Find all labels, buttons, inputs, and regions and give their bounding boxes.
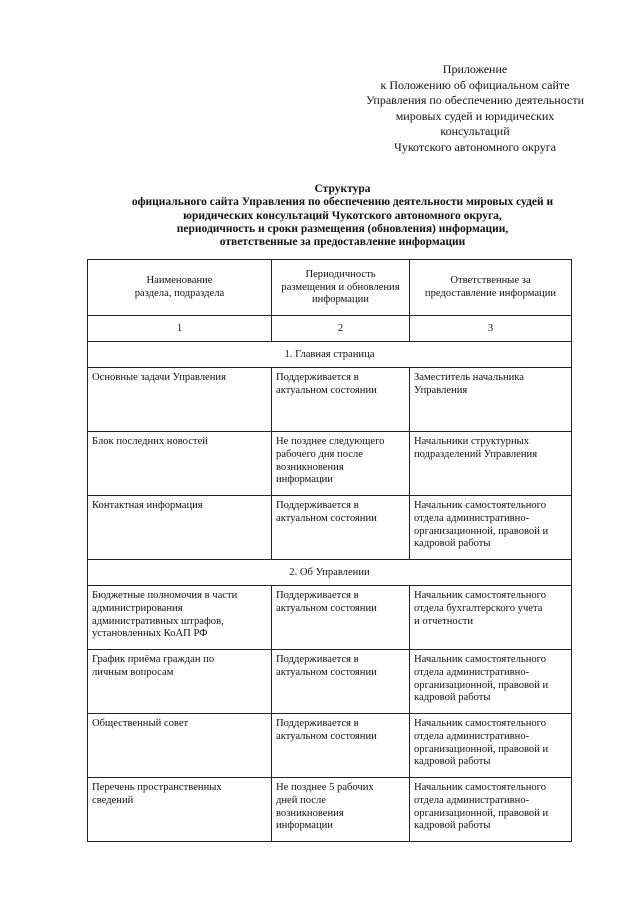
table-row: [88, 714, 572, 778]
cell-line: Перечень пространственных: [92, 782, 222, 793]
appendix-line: Управления по обеспечению деятельности: [365, 93, 584, 107]
table-row: [88, 432, 572, 496]
cell-line: информации: [276, 474, 333, 486]
section-row: [88, 342, 572, 368]
cell-line: кадровой работы: [414, 820, 491, 832]
cell-line: Бюджетные полномочия в части: [92, 590, 238, 601]
cell-name: [88, 368, 272, 432]
cell-line: сведений: [92, 794, 134, 806]
appendix-line: мировых судей и юридических: [395, 108, 555, 123]
column-number: 1: [88, 316, 272, 342]
table-row: [88, 778, 572, 842]
cell-period: [272, 778, 410, 842]
document-title: [70, 183, 615, 249]
header-line: Ответственные за: [450, 275, 531, 287]
cell-line: возникновения: [276, 807, 344, 819]
cell-period: [272, 368, 410, 432]
cell-period: [272, 586, 410, 650]
cell-name: [88, 432, 272, 496]
cell-line: Поддерживается в: [276, 590, 359, 601]
header-line: раздела, подраздела: [134, 288, 225, 299]
cell-responsible: [410, 432, 572, 496]
appendix-line: к Положению об официальном сайте: [380, 77, 570, 92]
cell-line: подразделений Управления: [414, 448, 538, 460]
cell-line: и отчетности: [414, 615, 473, 627]
cell-line: организационной, правовой и: [414, 525, 549, 537]
section-row: [88, 560, 572, 586]
title-line: ответственные за предоставление информации: [219, 236, 466, 249]
cell-period: [272, 714, 410, 778]
cell-responsible: [410, 714, 572, 778]
section-title: 2. Об Управлении: [88, 560, 572, 586]
cell-line: актуальном состоянии: [276, 512, 377, 524]
appendix-block: [340, 62, 610, 155]
column-number: 2: [272, 316, 410, 342]
column-number-row: [88, 316, 572, 342]
cell-line: актуальном состоянии: [276, 666, 377, 678]
cell-line: Начальник самостоятельного: [414, 500, 547, 511]
header-line: Наименование: [146, 275, 213, 287]
cell-line: отдела административно-: [414, 794, 530, 806]
cell-period: [272, 650, 410, 714]
structure-table: [87, 259, 572, 842]
cell-line: актуальном состоянии: [276, 384, 377, 396]
cell-line: Поддерживается в: [276, 654, 359, 665]
cell-responsible: [410, 496, 572, 560]
appendix-line: Чукотского автономного округа: [394, 139, 556, 154]
cell-line: Поддерживается в: [276, 372, 359, 383]
cell-line: График приёма граждан по: [92, 654, 215, 665]
title-line: юридических консультаций Чукотского автономного округа,: [183, 209, 502, 222]
cell-name: [88, 778, 272, 842]
cell-line: Начальники структурных: [414, 436, 530, 447]
cell-line: Контактная информация: [92, 500, 203, 511]
cell-line: отдела бухгалтерского учета: [414, 602, 543, 614]
table-row: [88, 368, 572, 432]
cell-line: Поддерживается в: [276, 500, 359, 511]
cell-responsible: [410, 368, 572, 432]
cell-line: административных штрафов,: [92, 615, 224, 627]
cell-line: организационной, правовой и: [414, 679, 549, 691]
cell-line: Блок последних новостей: [92, 436, 208, 447]
header-responsible: [410, 260, 572, 316]
title-line: официального сайта Управления по обеспечению деятельности мировых судей и: [131, 196, 554, 209]
cell-line: установленных КоАП РФ: [92, 628, 208, 640]
cell-line: Поддерживается в: [276, 718, 359, 729]
section-title: 1. Главная страница: [88, 342, 572, 368]
cell-line: организационной, правовой и: [414, 743, 549, 755]
cell-responsible: [410, 586, 572, 650]
title-line: периодичность и сроки размещения (обновления) информации,: [176, 222, 509, 235]
cell-line: информации: [276, 820, 333, 832]
cell-period: [272, 496, 410, 560]
cell-line: Заместитель начальника: [414, 372, 524, 383]
cell-line: актуальном состоянии: [276, 602, 377, 614]
cell-line: Основные задачи Управления: [92, 372, 226, 383]
cell-responsible: [410, 650, 572, 714]
cell-line: Не позднее следующего: [276, 436, 385, 447]
cell-line: Управления: [414, 384, 468, 396]
table-header-row: [88, 260, 572, 316]
title-line: Структура: [314, 183, 371, 195]
cell-line: кадровой работы: [414, 692, 491, 704]
cell-line: Начальник самостоятельного: [414, 718, 547, 729]
table-row: [88, 496, 572, 560]
appendix-line: Приложение: [442, 62, 508, 76]
cell-line: администрирования: [92, 602, 183, 614]
header-period: [272, 260, 410, 316]
cell-period: [272, 432, 410, 496]
cell-line: организационной, правовой и: [414, 807, 549, 819]
cell-name: [88, 650, 272, 714]
cell-line: отдела административно-: [414, 512, 530, 524]
cell-line: возникновения: [276, 461, 344, 473]
column-number: 3: [410, 316, 572, 342]
cell-line: Не позднее 5 рабочих: [276, 782, 374, 793]
cell-line: Начальник самостоятельного: [414, 590, 547, 601]
table-row: [88, 650, 572, 714]
cell-line: рабочего дня после: [276, 448, 363, 460]
cell-line: отдела административно-: [414, 730, 530, 742]
cell-name: [88, 496, 272, 560]
cell-name: [88, 586, 272, 650]
cell-line: личным вопросам: [92, 666, 174, 678]
cell-responsible: [410, 778, 572, 842]
cell-line: Начальник самостоятельного: [414, 782, 547, 793]
cell-name: [88, 714, 272, 778]
table-row: [88, 586, 572, 650]
appendix-line: консультаций: [440, 124, 510, 138]
header-line: информации: [312, 294, 369, 306]
cell-line: дней после: [276, 794, 326, 806]
header-line: Периодичность: [305, 268, 376, 280]
cell-line: отдела административно-: [414, 666, 530, 678]
cell-line: Начальник самостоятельного: [414, 654, 547, 665]
header-name: [88, 260, 272, 316]
cell-line: кадровой работы: [414, 538, 491, 550]
header-line: предоставление информации: [424, 288, 557, 299]
header-line: размещения и обновления: [281, 281, 400, 293]
cell-line: кадровой работы: [414, 756, 491, 768]
cell-line: актуальном состоянии: [276, 730, 377, 742]
cell-line: Общественный совет: [92, 718, 189, 729]
